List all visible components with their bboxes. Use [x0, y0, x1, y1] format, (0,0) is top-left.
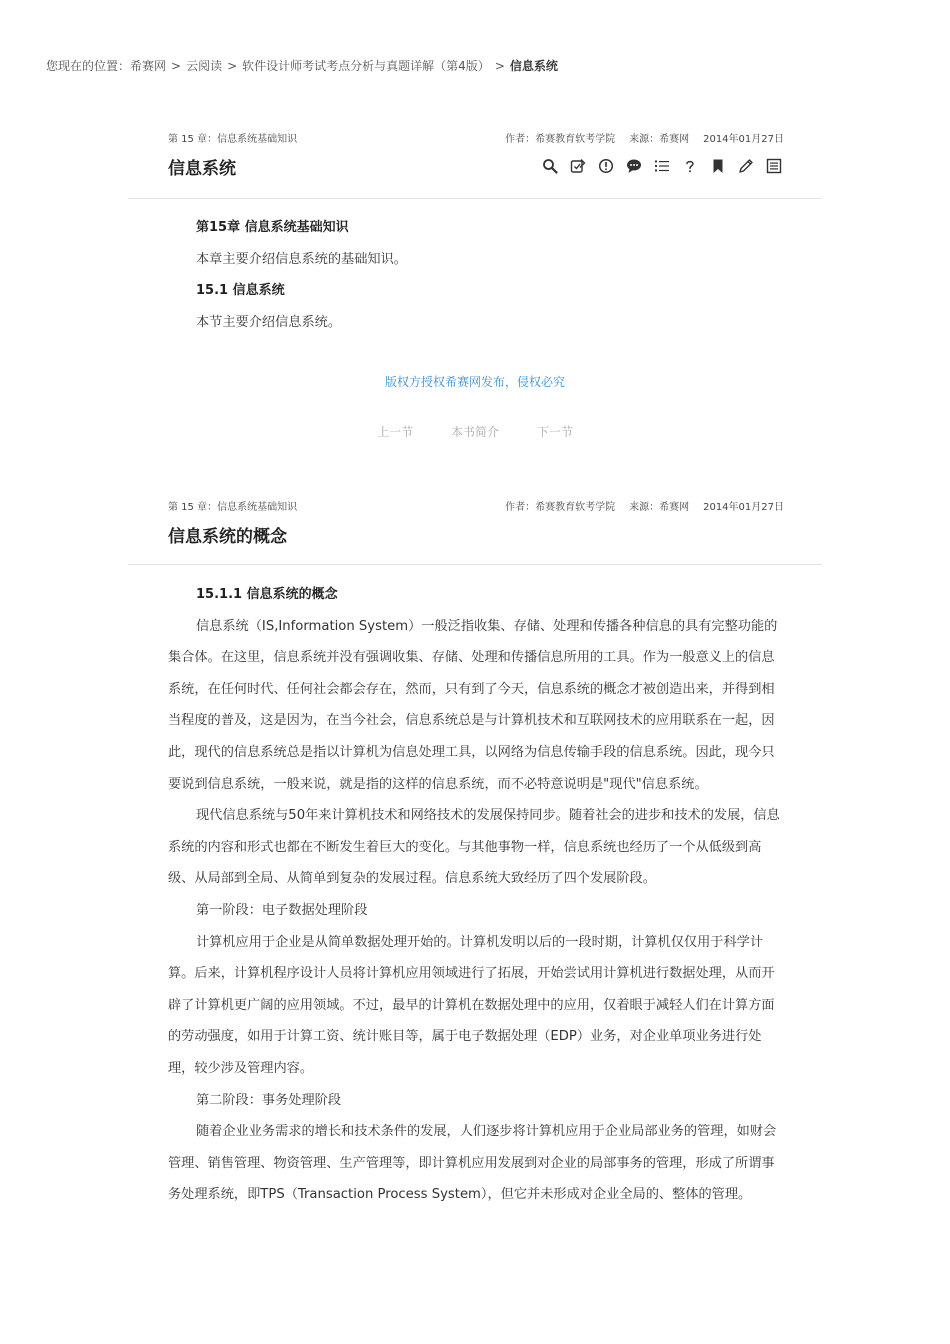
comment-icon[interactable] [624, 156, 644, 176]
section-content-2 [168, 579, 784, 1211]
content-paragraph: 现代信息系统与50年来计算机技术和网络技术的发展保持同步。随着社会的进步和技术的发展，信息系统的内容和形式也都在不断发生着巨大的变化。与其他事物一样，信息系统也经历了一个从低级到高级、从局部到全局、从简单到复杂的发展过程。信息系统大致经历了四个发展阶段。 [168, 808, 780, 887]
content-paragraph: 第一阶段：电子数据处理阶段 [196, 902, 368, 918]
content-paragraph: 本章主要介绍信息系统的基础知识。 [196, 251, 407, 267]
divider [128, 564, 822, 565]
breadcrumb-link-home[interactable]: 希赛网 [130, 59, 167, 73]
breadcrumb-current: 信息系统 [509, 59, 558, 73]
contents-icon[interactable] [652, 156, 672, 176]
meta-info [491, 133, 784, 147]
content-paragraph: 本节主要介绍信息系统。 [196, 314, 342, 330]
section-meta [168, 501, 784, 515]
content-paragraph: 信息系统（IS,Information System）一般泛指收集、存储、处理和传播各种信息的具有完整功能的集合体。在这里，信息系统并没有强调收集、存储、处理和传播信息所用的工具。作为一般意义上的信息系统，在任何时代、任何社会都会存在，然而，只有到了今天，信息系统的概念才被创造出来，并得到相当程度的普及，这是因为，在当今社会，信息系统总是与计算机技术和互联网技术的应用联系在一起，因此，现代的信息系统总是指以计算机为信息处理工具，以网络为信息传输手段的信息系统。因此，现今只要说到信息系统，一般来说，就是指的这样的信息系统，而不必特意说明是"现代"信息系统。 [168, 618, 778, 792]
pen-icon[interactable] [736, 156, 756, 176]
search-icon[interactable] [540, 156, 560, 176]
author: 作者：希赛教育软考学院 [505, 134, 616, 145]
breadcrumb-link-cloud-read[interactable]: 云阅读 [186, 59, 223, 73]
section-header-2 [168, 501, 784, 547]
help-icon[interactable] [680, 156, 700, 176]
meta-info [491, 501, 784, 515]
prev-section-link[interactable]: 上一节 [377, 425, 414, 439]
section-nav [0, 423, 950, 440]
content-paragraph: 计算机应用于企业是从简单数据处理开始的。计算机发明以后的一段时期，计算机仅仅用于科学计算。后来，计算机程序设计人员将计算机应用领域进行了拓展，开始尝试用计算机进行数据处理，从而开辟了计算机更广阔的应用领域。不过，最早的计算机在数据处理中的应用，仅着眼于减轻人们在计算方面的劳动强度，如用于计算工资、统计账目等，属于电子数据处理（EDP）业务，对企业单项业务进行处理，较少涉及管理内容。 [168, 934, 775, 1076]
content-paragraph: 随着企业业务需求的增长和技术条件的发展，人们逐步将计算机应用于企业局部业务的管理，如财会管理、销售管理、物资管理、生产管理等，即计算机应用发展到对企业的局部事务的管理，形成了所谓事务处理系统，即TPS（Transaction Process System），但它并未形成对企业全局的、整体的管理。 [168, 1124, 777, 1203]
section-header-1 [168, 133, 784, 179]
breadcrumb-prefix: 您现在的位置： [46, 59, 131, 73]
breadcrumb-separator: > [227, 59, 238, 73]
copyright-notice: 版权方授权希赛网发布，侵权必究 [384, 375, 565, 389]
next-section-link[interactable]: 下一节 [536, 425, 573, 439]
reading-toolbar [532, 156, 784, 176]
note-icon[interactable] [568, 156, 588, 176]
section-title: 信息系统 [168, 158, 236, 179]
content-paragraph: 第二阶段：事务处理阶段 [196, 1092, 342, 1108]
author: 作者：希赛教育软考学院 [505, 502, 616, 513]
source: 来源：希赛网 [629, 134, 690, 145]
breadcrumb-separator: > [171, 59, 182, 73]
notes-list-icon[interactable] [764, 156, 784, 176]
date: 2014年01月27日 [703, 502, 784, 513]
breadcrumb-separator: > [494, 59, 505, 73]
error-report-icon[interactable] [596, 156, 616, 176]
breadcrumb [46, 57, 558, 74]
content-heading: 第15章 信息系统基础知识 [196, 220, 349, 235]
divider [128, 198, 822, 199]
breadcrumb-link-book[interactable]: 软件设计师考试考点分析与真题详解（第4版） [242, 59, 490, 73]
section-content-1 [168, 212, 784, 338]
source: 来源：希赛网 [629, 502, 690, 513]
content-heading: 15.1 信息系统 [196, 283, 285, 299]
chapter-label: 第 15 章：信息系统基础知识 [168, 502, 298, 513]
bookmark-icon[interactable] [708, 156, 728, 176]
content-heading: 15.1.1 信息系统的概念 [196, 587, 338, 602]
book-intro-link[interactable]: 本书简介 [450, 425, 499, 439]
date: 2014年01月27日 [703, 134, 784, 145]
section-title: 信息系统的概念 [168, 526, 287, 547]
chapter-label: 第 15 章：信息系统基础知识 [168, 134, 298, 145]
section-meta [168, 133, 784, 147]
